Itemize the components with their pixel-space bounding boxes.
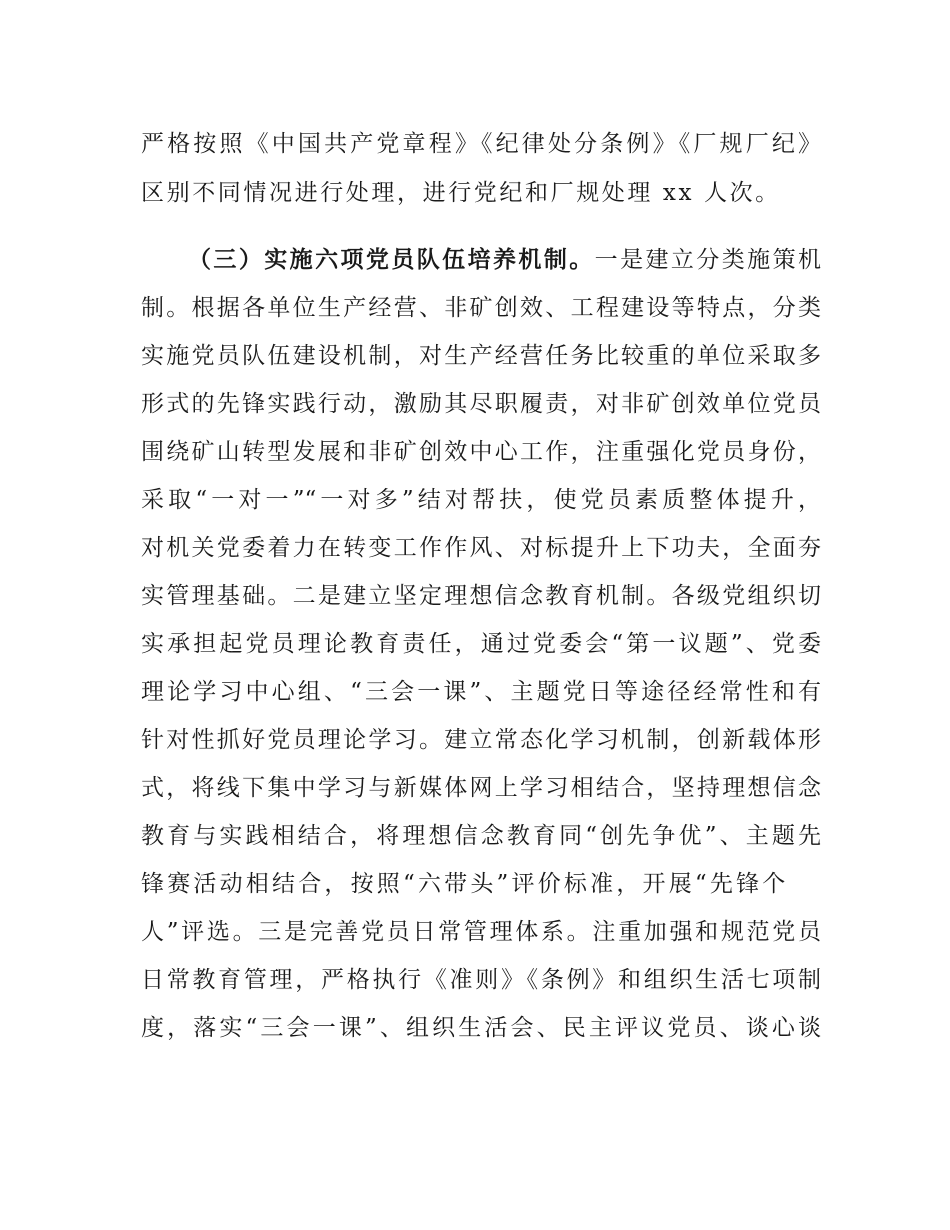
line-text: 实施党员队伍建设机制，对生产经营任务比较重的单位采取多 [141, 343, 821, 369]
text-line [141, 816, 821, 856]
text-line [141, 432, 821, 472]
line-text: 严格按照《中国共产党章程》《纪律处分条例》《厂规厂纪》 [141, 131, 821, 157]
line-text: 采取“一对一”“一对多”结对帮扶，使党员素质整体提升， [141, 487, 821, 513]
line-text: 围绕矿山转型发展和非矿创效中心工作，注重强化党员身份， [141, 439, 821, 465]
text-line [141, 864, 821, 904]
line-text: 一是建立分类施策机 [594, 247, 822, 273]
text-line [141, 912, 821, 952]
text-line [141, 768, 821, 808]
line-text: 式，将线下集中学习与新媒体网上学习相结合，坚持理想信念 [141, 775, 821, 801]
line-text: 形式的先锋实践行动，激励其尽职履责，对非矿创效单位党员 [141, 391, 821, 417]
section-heading-line [188, 240, 821, 280]
line-text: 人”评选。三是完善党员日常管理体系。注重加强和规范党员 [141, 919, 821, 945]
line-text: 理论学习中心组、“三会一课”、主题党日等途径经常性和有 [141, 679, 821, 705]
text-line [141, 480, 821, 520]
line-text: 度，落实“三会一课”、组织生活会、民主评议党员、谈心谈 [141, 1015, 821, 1041]
text-line [141, 336, 821, 376]
line-text: 针对性抓好党员理论学习。建立常态化学习机制，创新载体形 [141, 727, 821, 753]
line-text: 制。根据各单位生产经营、非矿创效、工程建设等特点，分类 [141, 295, 821, 321]
text-line [141, 288, 821, 328]
section-heading: （三）实施六项党员队伍培养机制。 [188, 246, 595, 273]
text-line [141, 720, 821, 760]
text-line [141, 173, 821, 213]
line-text: 对机关党委着力在转变工作作风、对标提升上下功夫，全面夯 [141, 535, 821, 561]
text-line [141, 124, 821, 164]
line-text: 锋赛活动相结合，按照“六带头”评价标准，开展“先锋个 [141, 871, 789, 897]
line-text: 实承担起党员理论教育责任，通过党委会“第一议题”、党委 [141, 631, 821, 657]
text-line [141, 384, 821, 424]
text-line [141, 624, 821, 664]
text-line [141, 960, 821, 1000]
text-line [141, 1008, 821, 1048]
text-line [141, 528, 821, 568]
line-text: 实管理基础。二是建立坚定理想信念教育机制。各级党组织切 [141, 583, 821, 609]
line-text: 日常教育管理，严格执行《准则》《条例》和组织生活七项制 [141, 967, 821, 993]
line-text: 教育与实践相结合，将理想信念教育同“创先争优”、主题先 [141, 823, 821, 849]
text-line [141, 576, 821, 616]
line-text: 区别不同情况进行处理，进行党纪和厂规处理 xx 人次。 [141, 180, 781, 206]
text-line [141, 672, 821, 712]
